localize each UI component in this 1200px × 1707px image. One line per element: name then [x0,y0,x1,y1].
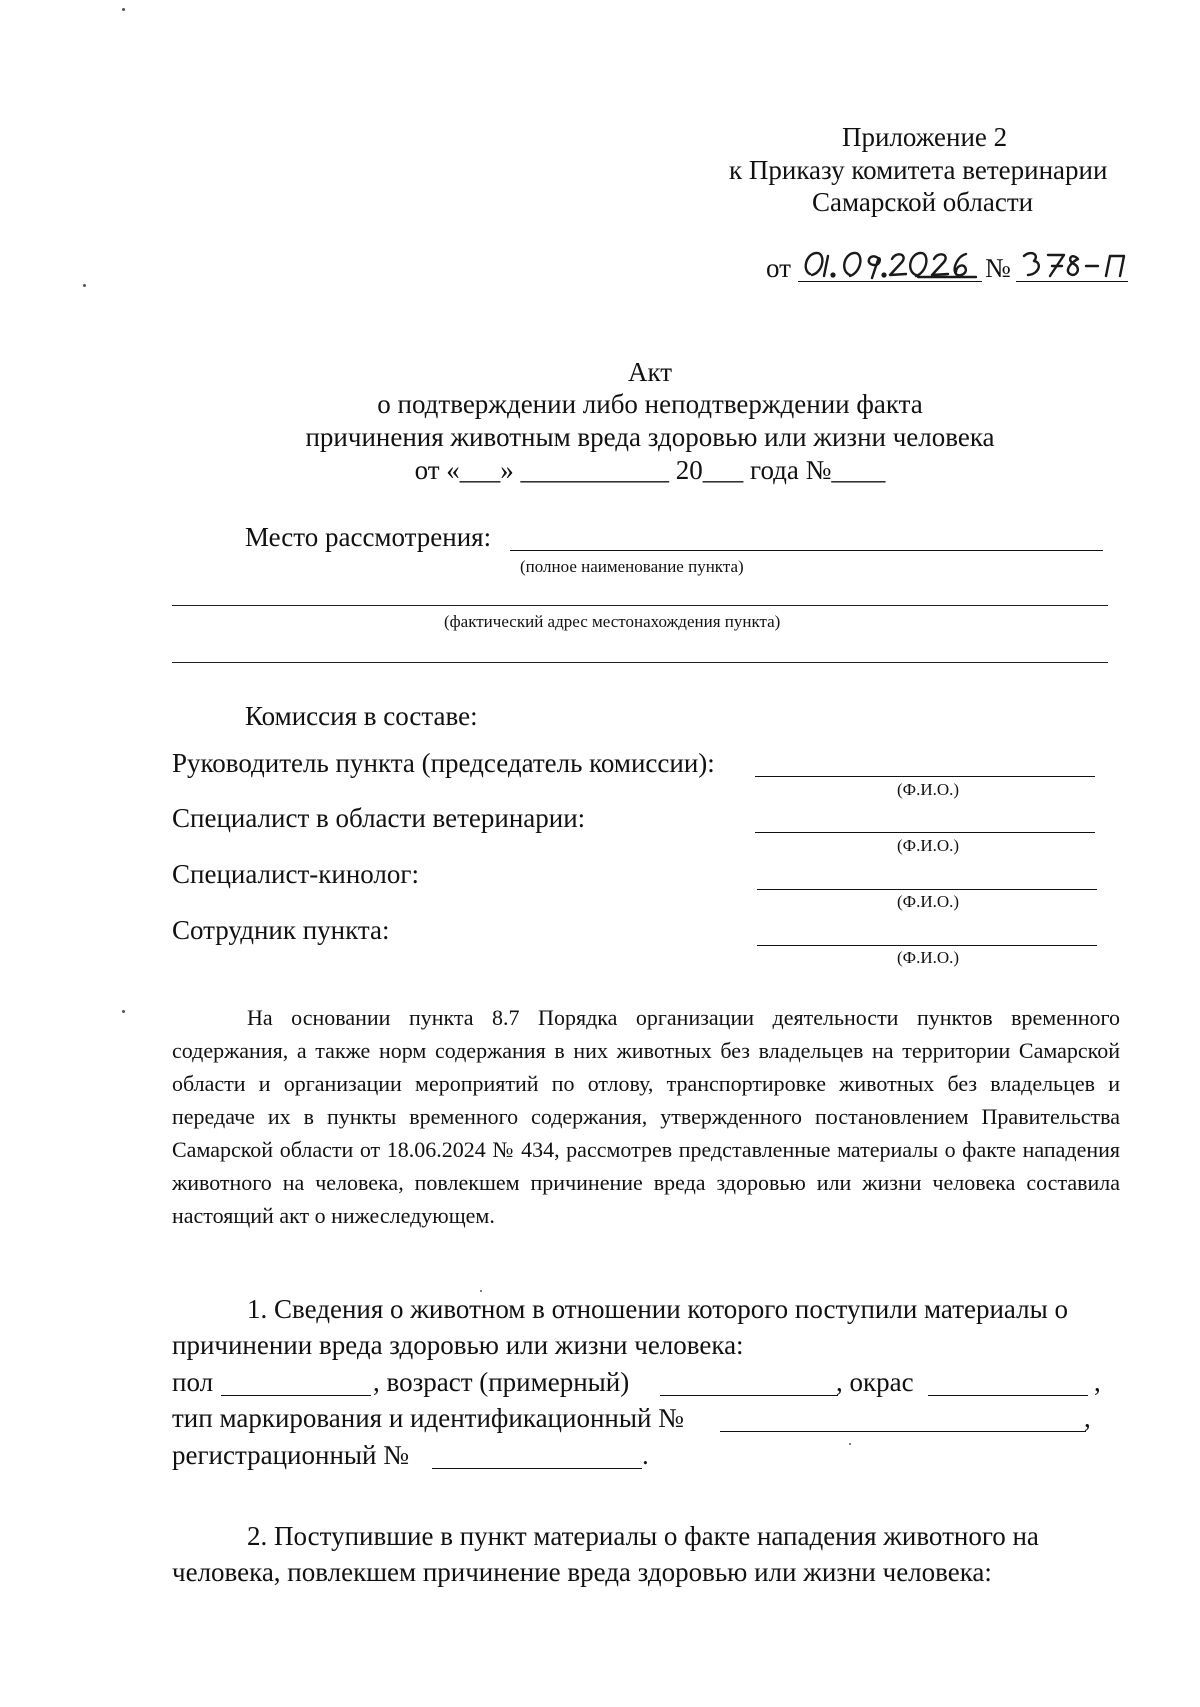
handwritten-number [1018,246,1130,282]
color-field-line [928,1395,1088,1396]
member-role-chair: Руководитель пункта (председатель комиссии): [172,748,715,778]
order-line: к Приказу комитета ветеринарии [729,155,1108,185]
member-caption-cynologist: (Ф.И.О.) [897,892,960,911]
member-line-cynologist [757,889,1097,890]
age-field-line [660,1395,838,1396]
place-name-caption: (полное наименование пункта) [520,557,744,576]
age-label: , возраст (примерный) [373,1367,630,1397]
section2-line-1: 2. Поступившие в пункт материалы о факте нападения животного на [247,1521,1039,1551]
color-label: , окрас [836,1367,914,1397]
member-role-vet: Специалист в области ветеринарии: [172,803,586,833]
section2-line-2: человека, повлекшем причинение вреда здоровью или жизни человека: [172,1557,992,1587]
sex-field-line [221,1395,371,1396]
basis-paragraph-text: На основании пункта 8.7 Порядка организации деятельности пунктов временного содержания, а также норм содержания в них животных без владельцев на территории Самарской области и организации мероприятий по отлову, транспортировке животных без владельцев и передаче их в пункты временного содержания, утвержденного постановлением Правительства Самарской области от 18.06.2024 № 434, рассмотрев представленные материалы о факте нападения животного на человека, повлекшем причинение вреда здоровью или жизни человека составила настоящий акт о нижеследующем. [172,1005,1120,1228]
member-role-cynologist: Специалист-кинолог: [172,859,419,889]
appendix-title: Приложение 2 [842,122,1008,152]
reg-period: . [642,1440,649,1470]
act-title: Акт [627,357,673,387]
reg-field-line [432,1468,642,1469]
reg-label: регистрационный № [172,1440,410,1470]
act-subtitle-2: причинения животным вреда здоровью или жизни человека [305,422,995,452]
scan-speck [83,284,86,287]
member-line-employee [757,945,1097,946]
member-caption-employee: (Ф.И.О.) [897,948,960,967]
scan-speck [480,1290,482,1292]
act-subtitle-1: о подтверждении либо неподтверждении факта [377,389,923,419]
place-label: Место рассмотрения: [245,522,492,552]
place-name-line [510,550,1103,551]
sex-label: пол [172,1367,214,1397]
from-label: от [766,253,791,283]
member-line-vet [755,832,1095,833]
address-line-1 [172,605,1108,606]
member-role-employee: Сотрудник пункта: [172,915,390,945]
member-line-chair [755,776,1095,777]
address-caption: (фактический адрес местонахождения пункта) [444,612,781,631]
scan-speck [849,1443,851,1445]
section1-heading-2: причинении вреда здоровью или жизни человека: [172,1330,744,1360]
number-label: № [985,253,1011,283]
basis-paragraph [172,1001,1120,1232]
act-date-line: от «___» ___________ 20___ года №____ [414,455,886,485]
scan-speck [122,8,125,11]
member-caption-chair: (Ф.И.О.) [897,780,960,799]
color-comma: , [1094,1367,1101,1397]
commission-heading: Комиссия в составе: [245,701,478,731]
address-line-2 [172,662,1108,663]
region-line: Самарской области [812,187,1034,217]
marking-comma: , [1084,1403,1091,1433]
marking-field-line [720,1431,1086,1432]
marking-label: тип маркирования и идентификационный № [172,1403,684,1433]
section1-heading-1: 1. Сведения о животном в отношении которого поступили материалы о [247,1294,1069,1324]
scan-speck [122,1010,125,1013]
member-caption-vet: (Ф.И.О.) [897,836,960,855]
handwritten-date [798,246,984,282]
